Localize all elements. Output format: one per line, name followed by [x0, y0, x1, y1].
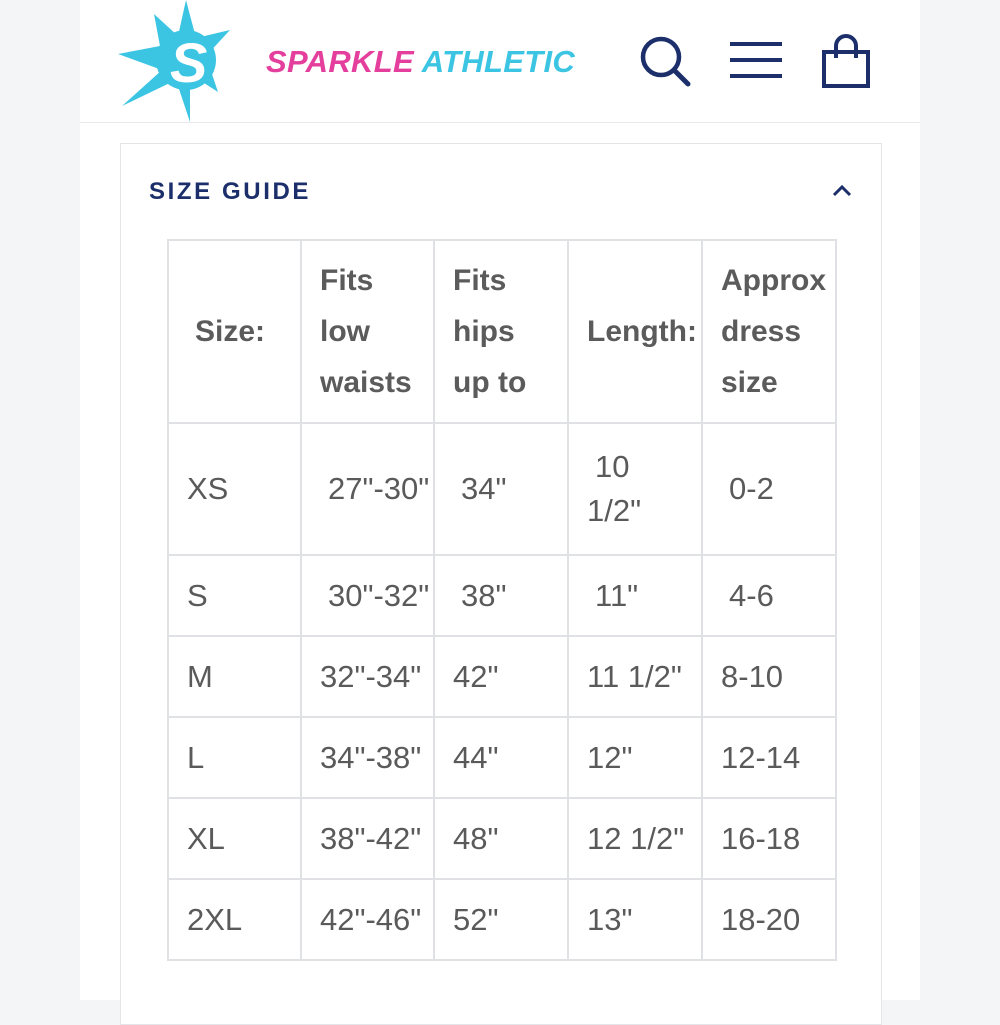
sparkle-star-icon — [118, 0, 268, 122]
waist-cell: 42"-46" — [301, 879, 434, 960]
table-row — [168, 636, 836, 717]
column-header-length: Length: — [568, 240, 702, 423]
dress-size-cell: 0-2 — [702, 423, 836, 555]
chevron-up-icon[interactable] — [829, 178, 855, 204]
dress-size-cell: 16-18 — [702, 798, 836, 879]
size-guide-toggle[interactable] — [121, 144, 881, 240]
size-cell: XS — [168, 423, 301, 555]
column-header-waist: Fits low waists — [301, 240, 434, 423]
shopping-bag-icon[interactable] — [816, 32, 876, 92]
brand-word-sparkle: SPARKLE — [266, 44, 414, 79]
waist-cell: 32"-34" — [301, 636, 434, 717]
size-guide-title: SIZE GUIDE — [149, 178, 312, 205]
dress-size-cell: 18-20 — [702, 879, 836, 960]
length-cell: 11" — [568, 555, 702, 636]
dress-size-cell: 4-6 — [702, 555, 836, 636]
hips-cell: 34" — [434, 423, 568, 555]
brand-name — [266, 44, 575, 80]
waist-cell: 27"-30" — [301, 423, 434, 555]
hips-cell: 38" — [434, 555, 568, 636]
waist-cell: 38"-42" — [301, 798, 434, 879]
waist-cell: 30"-32" — [301, 555, 434, 636]
size-cell: L — [168, 717, 301, 798]
table-row — [168, 717, 836, 798]
dress-size-cell: 8-10 — [702, 636, 836, 717]
size-cell: 2XL — [168, 879, 301, 960]
size-cell: XL — [168, 798, 301, 879]
brand-logo[interactable] — [118, 0, 578, 122]
hips-cell: 42" — [434, 636, 568, 717]
size-cell: M — [168, 636, 301, 717]
page — [80, 0, 920, 1000]
search-icon[interactable] — [636, 32, 696, 92]
length-cell: 12 1/2" — [568, 798, 702, 879]
waist-cell: 34"-38" — [301, 717, 434, 798]
length-cell: 11 1/2" — [568, 636, 702, 717]
size-cell: S — [168, 555, 301, 636]
menu-icon[interactable] — [726, 32, 786, 92]
size-guide-table — [167, 239, 837, 961]
hips-cell: 48" — [434, 798, 568, 879]
site-header — [80, 0, 920, 123]
column-header-dress-size: Approx dress size — [702, 240, 836, 423]
column-header-size: Size: — [168, 240, 301, 423]
table-row — [168, 879, 836, 960]
column-header-hips: Fits hips up to — [434, 240, 568, 423]
dress-size-cell: 12-14 — [702, 717, 836, 798]
length-cell: 12" — [568, 717, 702, 798]
table-row — [168, 423, 836, 555]
brand-word-athletic: ATHLETIC — [421, 44, 576, 79]
table-row — [168, 798, 836, 879]
hips-cell: 44" — [434, 717, 568, 798]
hips-cell: 52" — [434, 879, 568, 960]
table-row — [168, 555, 836, 636]
length-cell: 10 1/2" — [568, 423, 702, 555]
logo-letter: S — [170, 31, 208, 94]
length-cell: 13" — [568, 879, 702, 960]
table-header-row — [168, 240, 836, 423]
size-guide-panel — [120, 143, 882, 1025]
